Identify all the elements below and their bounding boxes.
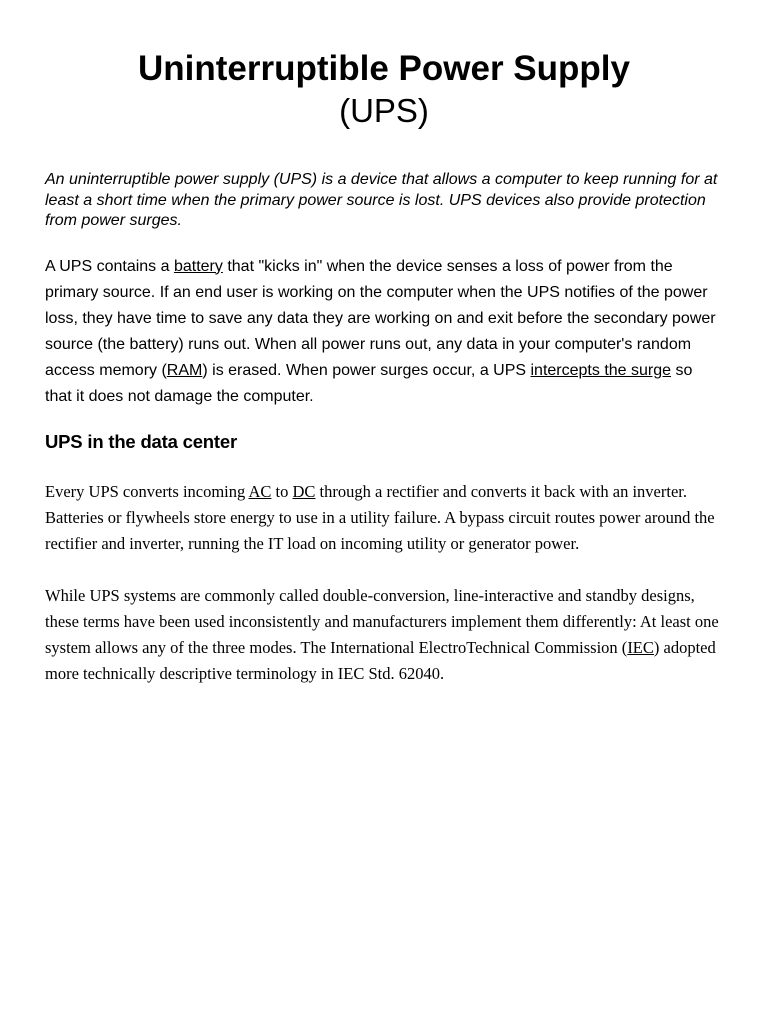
ups-modes-paragraph: [45, 583, 723, 687]
dc-link[interactable]: DC: [292, 481, 316, 501]
intercepts-surge-link[interactable]: intercepts the surge: [530, 361, 672, 379]
text-segment: through a rectifier and converts it back with an inverter. Batteries or flywheels store energy to use in a utility failure. A bypass circuit routes power around the rectifier and inverter, running the IT load on incoming utility or generator power.: [45, 481, 715, 553]
title-subtitle: (UPS): [339, 92, 429, 129]
battery-link[interactable]: battery: [173, 257, 223, 275]
intro-paragraph: An uninterruptible power supply (UPS) is a device that allows a computer to keep running for at least a short time when the primary power source is lost. UPS devices also provide protection from power surges.: [45, 171, 718, 229]
text-segment: A UPS contains a: [45, 257, 174, 275]
title-main: Uninterruptible Power Supply: [138, 49, 630, 88]
text-segment: so that it does not damage the computer.: [45, 361, 693, 405]
text-segment: ) is erased. When power surges occur, a UPS: [202, 361, 531, 379]
ups-overview-paragraph: [45, 254, 723, 410]
ram-link[interactable]: RAM: [166, 361, 203, 379]
iec-link[interactable]: IEC: [627, 637, 654, 657]
section-heading: UPS in the data center: [45, 430, 237, 452]
ac-link[interactable]: AC: [248, 481, 272, 501]
page-title: [45, 0, 723, 132]
text-segment: While UPS systems are commonly called double-conversion, line-interactive and standby designs, these terms have been used inconsistently and manufacturers implement them differently: At least one system allows any of the three modes. The International ElectroTechnical Commission (: [45, 585, 719, 657]
text-segment: Every UPS converts incoming: [45, 481, 249, 501]
text-segment: that "kicks in" when the device senses a loss of power from the primary source. If an end user is working on the computer when the UPS notifies of the power loss, they have time to save any data they are working on and exit before the secondary power source (the battery) runs out. When all power runs out, any data in your computer's random access memory (: [45, 257, 716, 379]
text-segment: to: [271, 481, 293, 501]
text-segment: ) adopted more technically descriptive terminology in IEC Std. 62040.: [45, 637, 716, 683]
data-center-paragraph: [45, 479, 723, 557]
